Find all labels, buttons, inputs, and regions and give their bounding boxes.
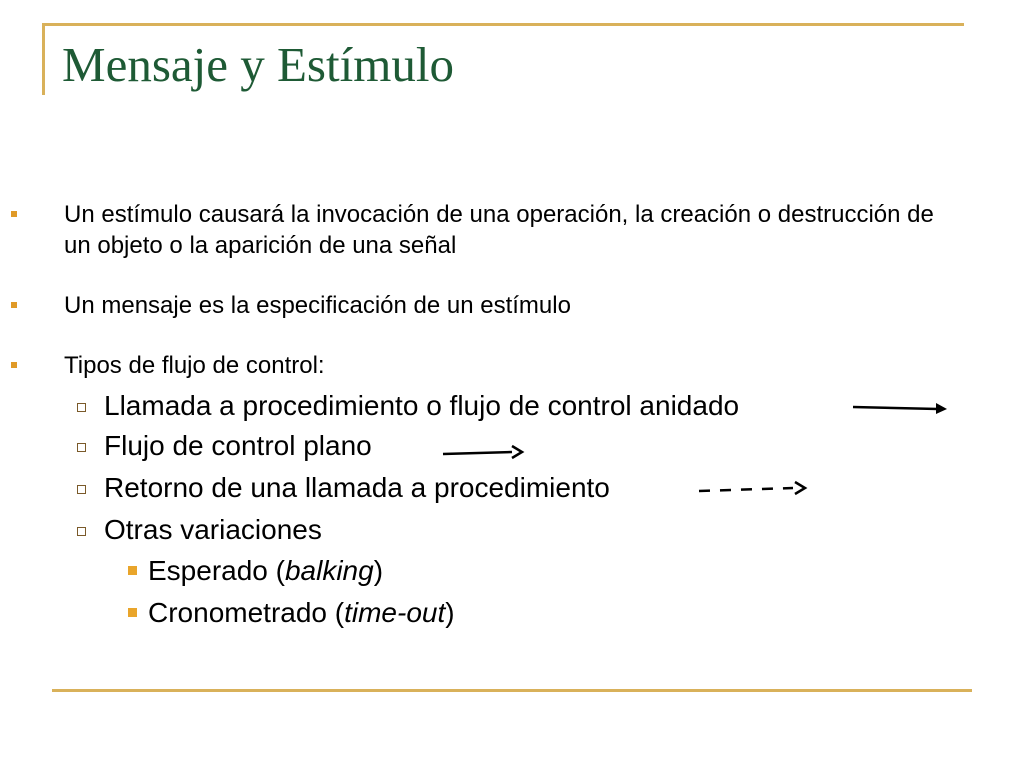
subbullet-item [104,512,322,548]
filled-square-bullet-icon [128,566,137,575]
subbullet-item [104,470,610,506]
variation-item [148,553,383,589]
square-bullet-icon [11,362,17,368]
bottom-rule [52,689,972,692]
top-rule [42,23,964,26]
variation-prefix: Cronometrado ( [148,597,345,628]
filled-square-bullet-icon [128,608,137,617]
bullet-text: Un mensaje es la especificación de un estímulo [64,292,571,319]
subbullet-item [104,428,372,464]
square-bullet-icon [11,211,17,217]
bullet-item [64,350,964,381]
variation-item [148,595,455,631]
variation-term: balking [284,555,374,586]
subbullet-text: Llamada a procedimiento o flujo de control anidado [104,390,740,421]
bullet-item [64,199,964,261]
slide-title: Mensaje y Estímulo [62,37,454,92]
left-rule [42,23,45,95]
variation-prefix: Esperado ( [148,555,285,586]
hollow-square-bullet-icon [77,443,86,452]
hollow-square-bullet-icon [77,485,86,494]
solid-arrow-icon [440,441,530,463]
square-bullet-icon [11,302,17,308]
subbullet-item [104,388,739,424]
hollow-square-bullet-icon [77,403,86,412]
subbullet-text: Otras variaciones [104,514,322,545]
dashed-arrow-icon [695,478,815,500]
bullet-item [64,290,964,321]
variation-suffix: ) [445,597,455,628]
variation-term: time-out [344,597,446,628]
hollow-square-bullet-icon [77,527,86,536]
subbullet-text: Retorno de una llamada a procedimiento [104,472,610,503]
bullet-text: Un estímulo causará la invocación de una operación, la creación o destrucción de un objeto o la aparición de una señal [64,201,934,259]
bullet-text: Tipos de flujo de control: [64,352,325,379]
variation-suffix: ) [373,555,384,586]
solid-arrow-icon [850,398,950,420]
subbullet-text: Flujo de control plano [104,430,372,461]
